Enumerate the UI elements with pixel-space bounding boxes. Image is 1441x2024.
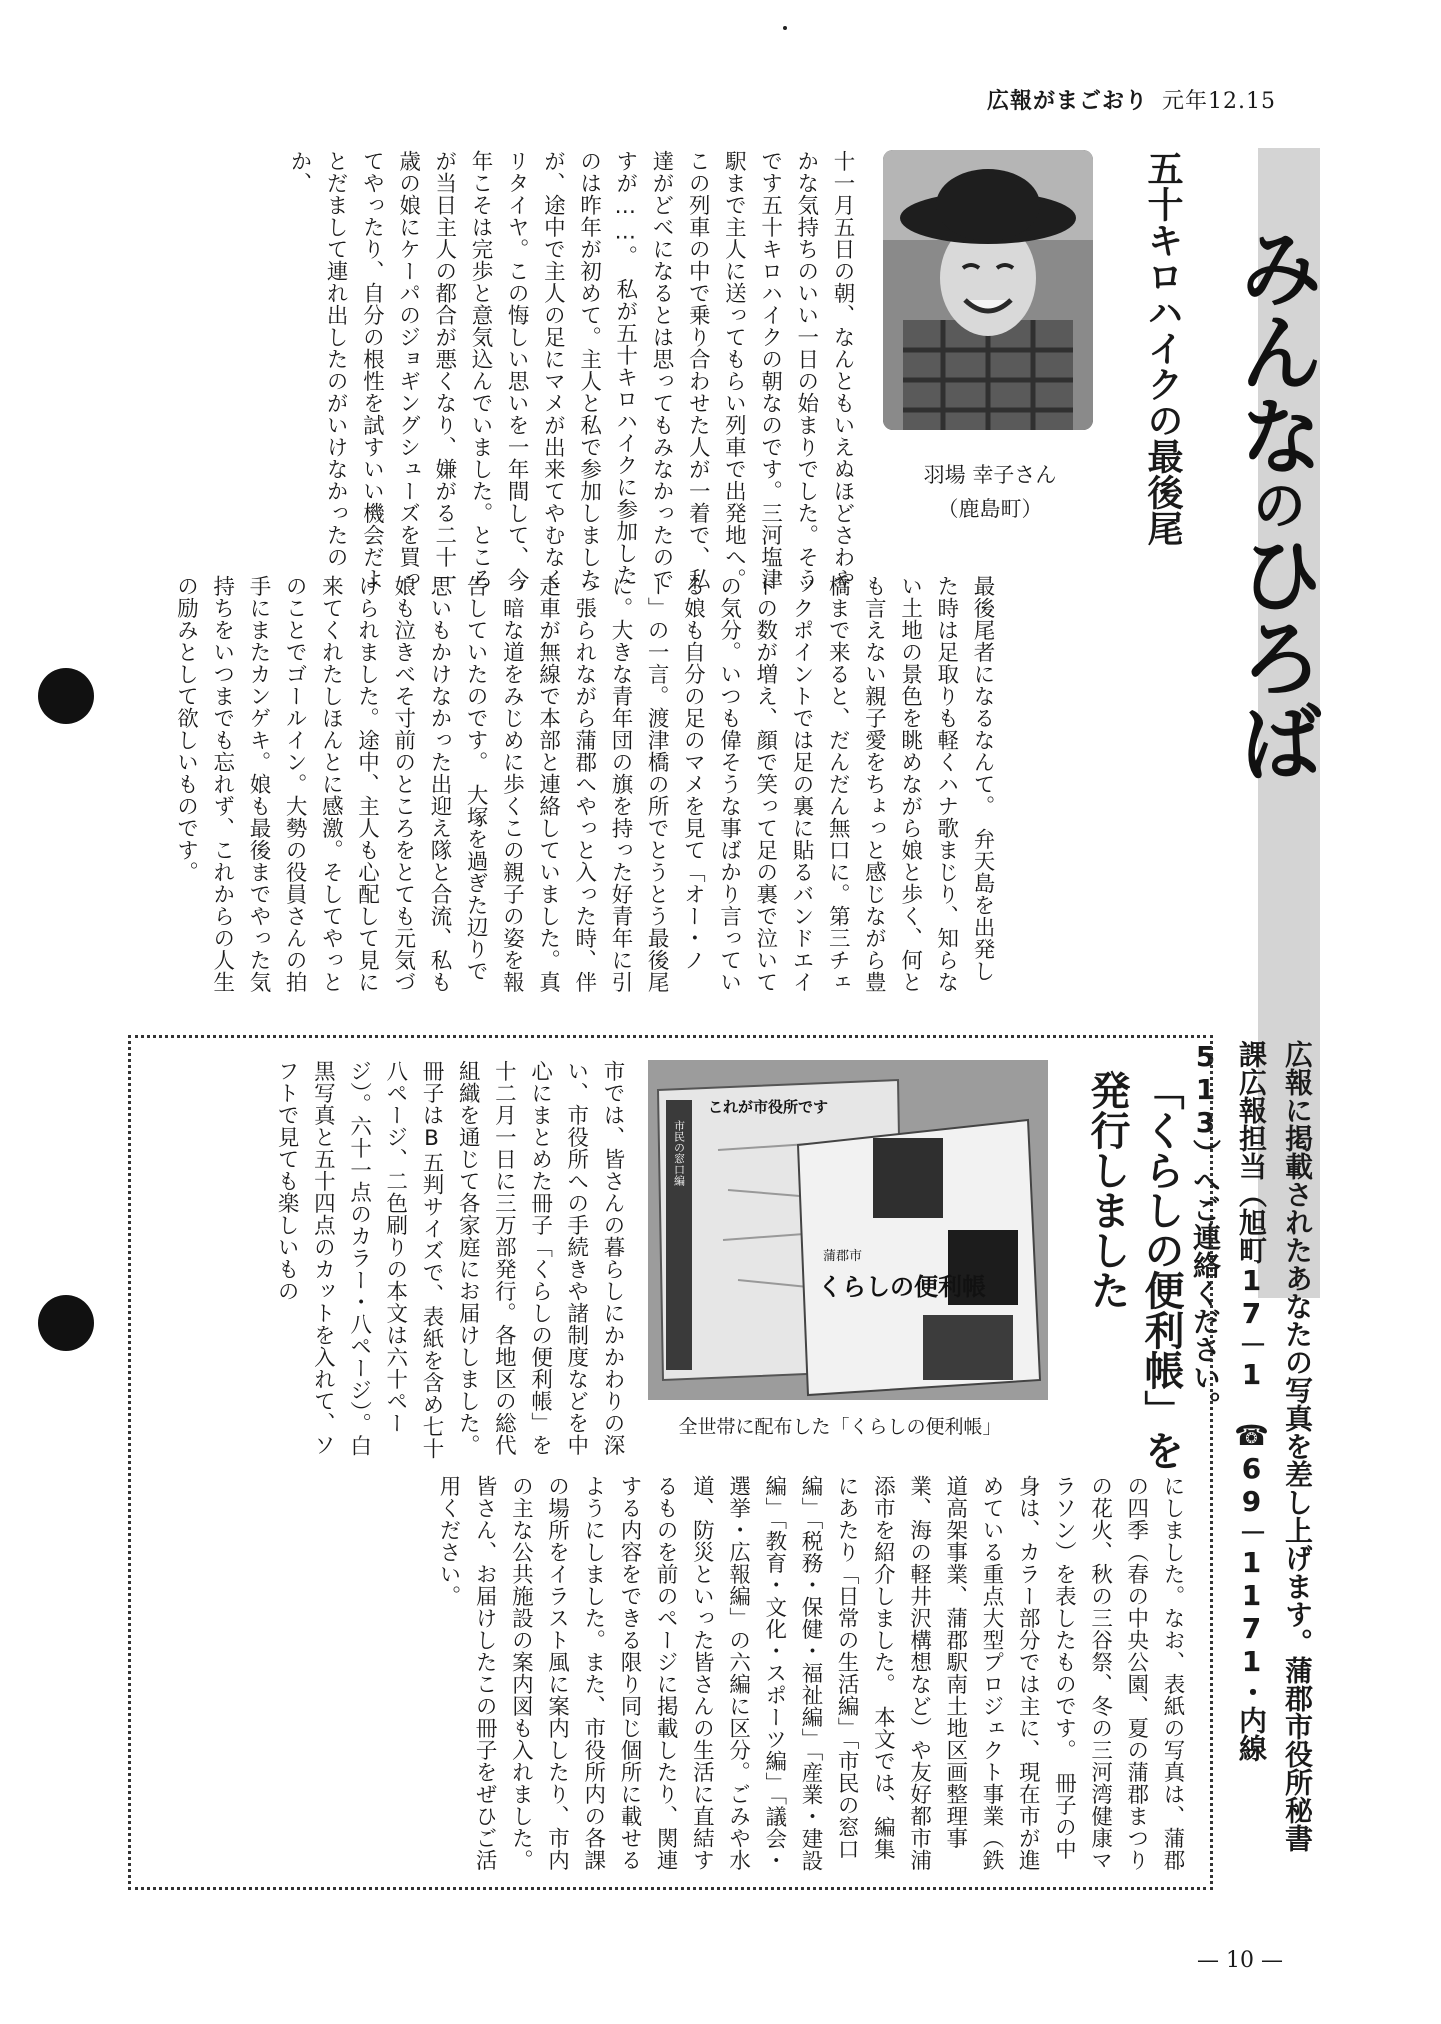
person-town: （鹿島町）: [937, 497, 1043, 521]
article2-body-upper: 市では、皆さんの暮らしにかかわりの深い、市役所への手続きや諸制度などを中心にまとめた冊子「くらしの便利帳」を十二月一日に三万部発行。各地区の総代組織を通じて各家庭にお届けしました。 冊子はB五判サイズで、表紙を含め七十八ページ、二色刷りの本文は六十ページ）。六十一点のカラー・八ページ）。白黒写真と五十四点のカットを入れて、ソフトで見ても楽しいもの: [274, 1060, 625, 1468]
page-dot: [783, 26, 787, 30]
article2-title: 「くらしの便利帳」を発行しました: [1084, 1070, 1184, 1470]
booklet-illustration: [648, 1060, 1048, 1400]
article1-body-upper: 十一月五日の朝、なんともいえぬほどさわやかな気持ちのいい一日の始まりでした。そうです五十キロハイクの朝なのです。三河塩津駅まで主人に送ってもらい列車で出発地へ。この列車の中で乗り合わせた人が一着で、私達がどべになるとは思ってもみなかったのですが……。 私が五十キロハイクに参加したのは昨年が初めて。主人と私で参加しましたが、途中で主人の足にマメが出来てやむなくリタイヤ。この悔しい思いを一年間して、今年こそは完歩と意気込んでいました。ところが当日主人の都合が悪くなり、嫌がる二十一歳の娘にケーパのジョギングシューズを買ってやったり、自分の根性を試すいい機会だよとだまして連れ出したのがいけなかったのか、: [286, 150, 855, 590]
photo-offer-notice: 広報に掲載されたあなたの写真を差し上げます。蒲郡市役所秘書課広報担当（旭町17－1 ☎69－1171・内線513）へご連絡ください。: [1189, 1040, 1314, 1852]
portrait-photo: [883, 150, 1093, 430]
issue-date: 元年12.15: [1162, 89, 1276, 114]
section-title-part1: みんな: [1226, 225, 1324, 477]
section-title-part2: ひろば: [1226, 531, 1324, 783]
booklet1-title: これが市役所です: [708, 1098, 829, 1116]
article-title: 五十キロハイクの最後尾: [1142, 150, 1183, 546]
booklet-caption: 全世帯に配布した「くらしの便利帳」: [678, 1416, 1002, 1438]
publication-name: 広報がまごおり: [987, 89, 1149, 114]
person-name: 羽場 幸子さん: [923, 463, 1057, 487]
page-number: — 10 —: [1197, 1948, 1283, 1973]
section-title: [1225, 225, 1325, 875]
page-header: [987, 84, 1276, 115]
binding-hole-top: [38, 668, 94, 724]
article2-body-lower: にしました。なお、表紙の写真は、蒲郡の四季（春の中央公園、夏の蒲郡まつりの花火、秋の三谷祭、冬の三河湾健康マラソン）を表したものです。 冊子の中身は、カラー部分では主に、現在市が進めている重点大型プロジェクト事業（鉄道高架事業、蒲郡駅南土地区画整理事業、海の軽井沢構想など）や友好都市浦添市を紹介しました。 本文では、編集にあたり「日常の生活編」「市民の窓口編」「税務・保健・福祉編」「産業・建設編」「教育・文化・スポーツ編」「議会・選挙・広報編」の六編に区分。ごみや水道、防災といった皆さんの生活に直結するものを前のページに掲載したり、関連する内容をできる限り同じ個所に載せるようにしました。また、市役所内の各課の場所をイラスト風に案内したり、市内の主な公共施設の案内図も入れました。 皆さん、お届けしたこの冊子をぜひご活用ください。: [435, 1475, 1185, 1883]
article1-body-lower: 最後尾者になるなんて。 弁天島を出発した時は足取りも軽くハナ歌まじり、知らない土地の景色を眺めながら娘と歩く、何とも言えない親子愛をちょっと感じながら豊橋まで来ると、だんだん無口に。第三チェックポイントでは足の裏に貼るバンドエイドの数が増え、顔で笑って足の裏で泣いての気分。いつも偉そうな事ばかり言っている娘も自分の足のマメを見て「オー・ノー」の一言。渡津橋の所でとうとう最後尾に。大きな青年団の旗を持った好青年に引っ張られながら蒲郡へやっと入った時、伴走車が無線で本部と連絡していました。真っ暗な道をみじめに歩くこの親子の姿を報告していたのです。 大塚を過ぎた辺りで思いもかけなかった出迎え隊と合流、私も娘も泣きべそ寸前のところをとても元気づけられました。途中、主人も心配して見に来てくれたしほんとに感激。そしてやっとのことでゴールイン。大勢の役員さんの拍手にまたカンゲキ。娘も最後までやった気持ちをいつまでも忘れず、これからの人生の励みとして欲しいものです。: [173, 575, 995, 993]
binding-hole-bottom: [38, 1295, 94, 1351]
booklet1-spine-text: 市民の窓口編: [672, 1120, 686, 1186]
portrait-illustration: [883, 150, 1093, 430]
booklet2-publisher: 蒲郡市: [823, 1249, 863, 1264]
booklet2-title: くらしの便利帳: [818, 1273, 986, 1301]
booklet-photo: [648, 1060, 1048, 1400]
section-title-particle: の: [1244, 477, 1307, 531]
person-caption: [890, 458, 1090, 526]
